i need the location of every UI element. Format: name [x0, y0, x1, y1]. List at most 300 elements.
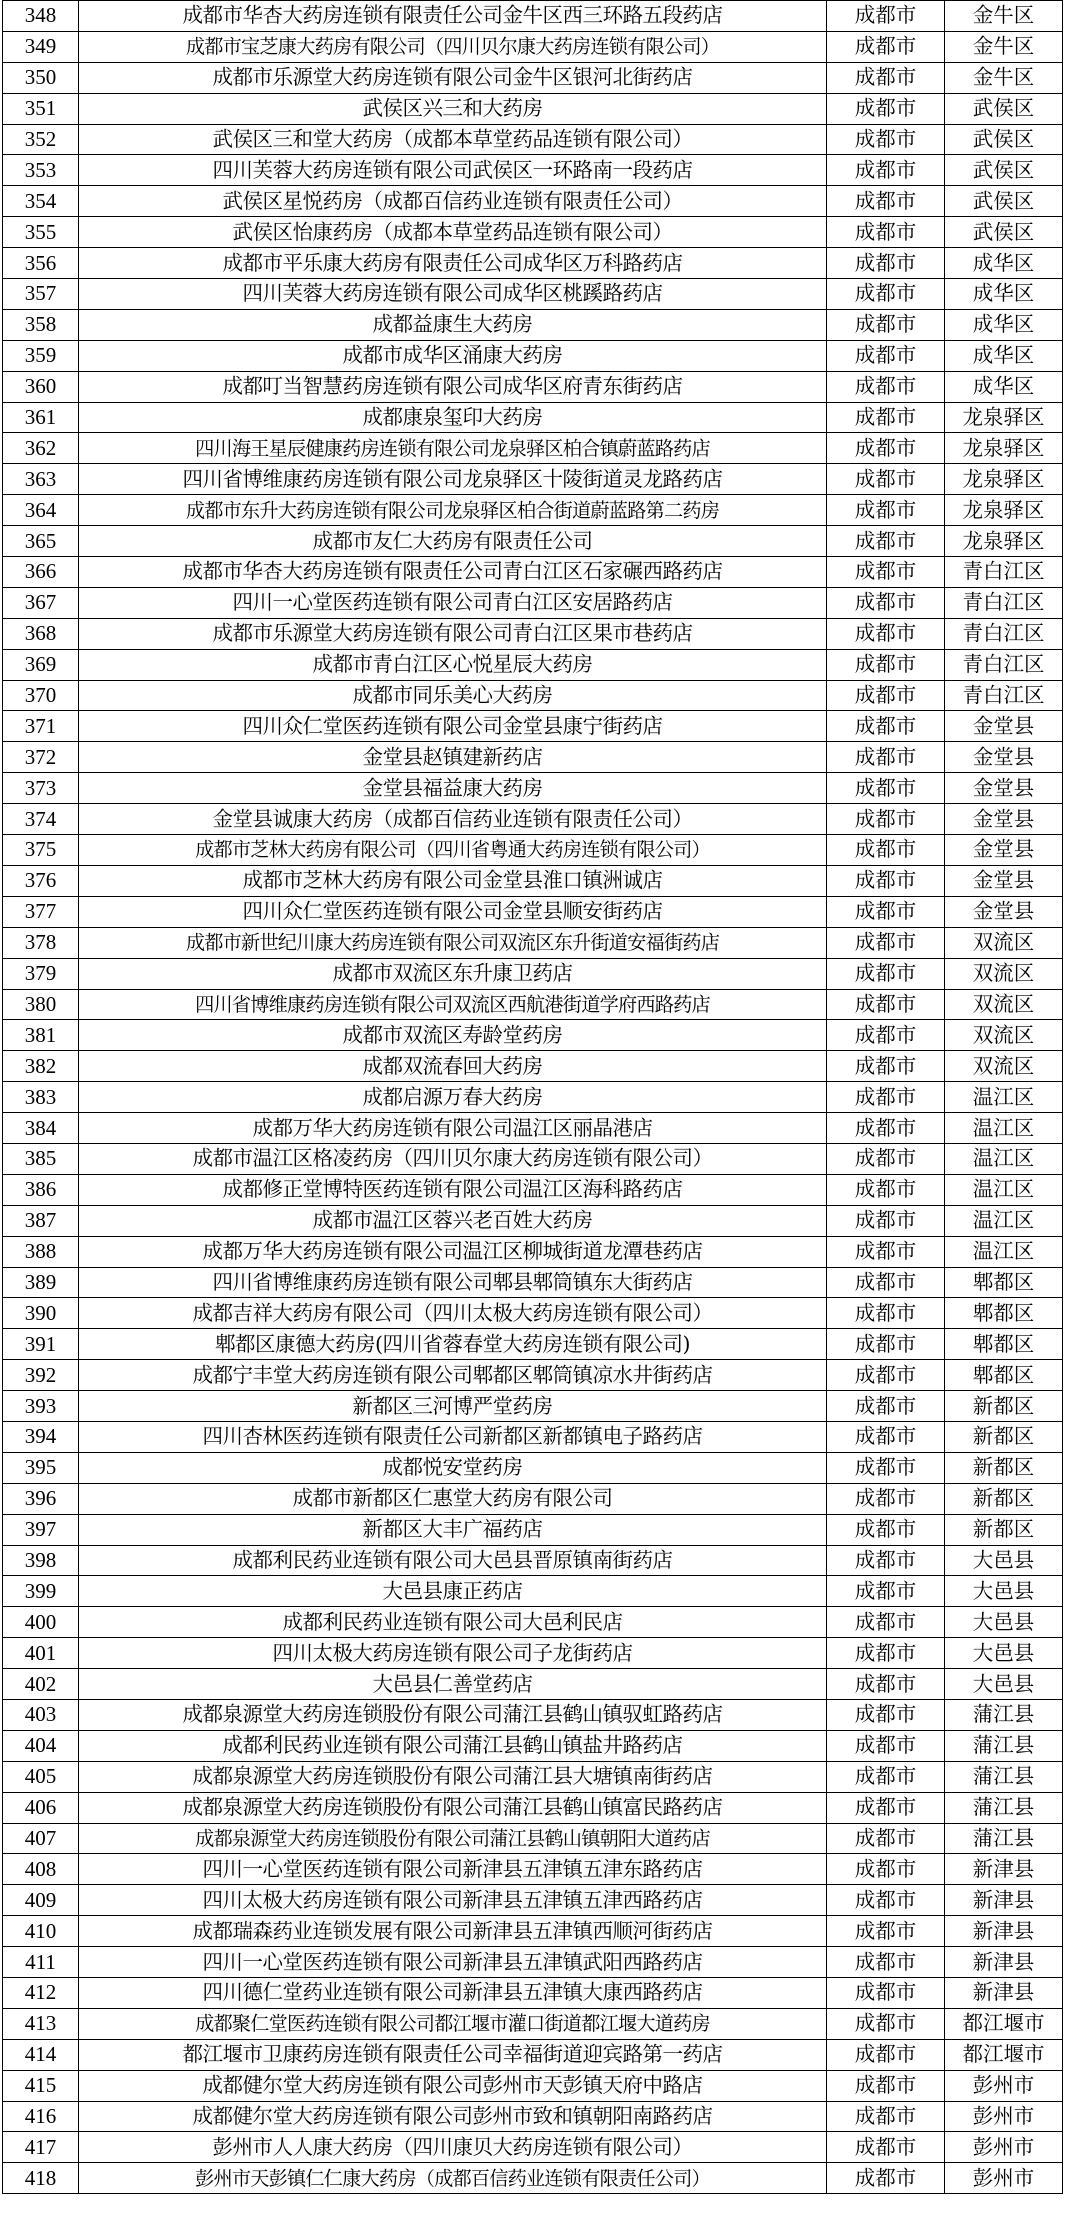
pharmacy-name: 成都市温江区格凌药房（四川贝尔康大药房连锁有限公司）	[79, 1143, 827, 1174]
district-cell: 蒲江县	[945, 1823, 1063, 1854]
table-row	[3, 804, 1063, 835]
pharmacy-name: 成都市宝芝康大药房有限公司（四川贝尔康大药房连锁有限公司）	[79, 31, 827, 62]
table-row	[3, 1545, 1063, 1576]
row-index: 397	[3, 1514, 79, 1545]
city-cell: 成都市	[827, 1360, 945, 1391]
table-row	[3, 2163, 1063, 2194]
pharmacy-name: 四川一心堂医药连锁有限公司新津县五津镇五津东路药店	[79, 1854, 827, 1885]
row-index: 409	[3, 1885, 79, 1916]
row-index: 357	[3, 279, 79, 310]
pharmacy-name: 成都双流春回大药房	[79, 1051, 827, 1082]
city-cell: 成都市	[827, 186, 945, 217]
city-cell: 成都市	[827, 495, 945, 526]
row-index: 416	[3, 2101, 79, 2132]
district-cell: 金堂县	[945, 896, 1063, 927]
table-row	[3, 124, 1063, 155]
pharmacy-name: 成都康泉玺印大药房	[79, 402, 827, 433]
page-bottom-edge	[0, 2200, 1080, 2214]
row-index: 371	[3, 711, 79, 742]
district-cell: 成华区	[945, 248, 1063, 279]
row-index: 376	[3, 865, 79, 896]
district-cell: 蒲江县	[945, 1699, 1063, 1730]
row-index: 389	[3, 1267, 79, 1298]
pharmacy-name: 成都健尔堂大药房连锁有限公司彭州市致和镇朝阳南路药店	[79, 2101, 827, 2132]
table-row	[3, 1730, 1063, 1761]
table-row	[3, 433, 1063, 464]
pharmacy-name: 成都市华杏大药房连锁有限责任公司金牛区西三环路五段药店	[79, 1, 827, 32]
pharmacy-name: 成都利民药业连锁有限公司蒲江县鹤山镇盐井路药店	[79, 1730, 827, 1761]
district-cell: 蒲江县	[945, 1792, 1063, 1823]
table-row	[3, 1020, 1063, 1051]
city-cell: 成都市	[827, 1051, 945, 1082]
district-cell: 成华区	[945, 340, 1063, 371]
city-cell: 成都市	[827, 1730, 945, 1761]
pharmacy-name: 成都泉源堂大药房连锁股份有限公司蒲江县鹤山镇富民路药店	[79, 1792, 827, 1823]
row-index: 382	[3, 1051, 79, 1082]
pharmacy-name: 成都启源万春大药房	[79, 1082, 827, 1113]
row-index: 406	[3, 1792, 79, 1823]
city-cell: 成都市	[827, 371, 945, 402]
table-row	[3, 1699, 1063, 1730]
pharmacy-name: 成都瑞森药业连锁发展有限公司新津县五津镇西顺河街药店	[79, 1916, 827, 1947]
row-index: 402	[3, 1669, 79, 1700]
city-cell: 成都市	[827, 557, 945, 588]
city-cell: 成都市	[827, 1113, 945, 1144]
table-row	[3, 557, 1063, 588]
table-row	[3, 1792, 1063, 1823]
city-cell: 成都市	[827, 1916, 945, 1947]
city-cell: 成都市	[827, 1143, 945, 1174]
table-row	[3, 2070, 1063, 2101]
district-cell: 新都区	[945, 1421, 1063, 1452]
district-cell: 金牛区	[945, 31, 1063, 62]
table-row	[3, 31, 1063, 62]
row-index: 418	[3, 2163, 79, 2194]
city-cell: 成都市	[827, 649, 945, 680]
city-cell: 成都市	[827, 1020, 945, 1051]
pharmacy-name: 彭州市人人康大药房（四川康贝大药房连锁有限公司）	[79, 2132, 827, 2163]
city-cell: 成都市	[827, 1514, 945, 1545]
table-row	[3, 1885, 1063, 1916]
district-cell: 青白江区	[945, 649, 1063, 680]
pharmacy-name: 成都吉祥大药房有限公司（四川太极大药房连锁有限公司）	[79, 1298, 827, 1329]
city-cell: 成都市	[827, 1761, 945, 1792]
city-cell: 成都市	[827, 2070, 945, 2101]
pharmacy-name: 四川省博维康药房连锁有限公司双流区西航港街道学府西路药店	[79, 989, 827, 1020]
district-cell: 金堂县	[945, 835, 1063, 866]
pharmacy-name: 成都叮当智慧药房连锁有限公司成华区府青东街药店	[79, 371, 827, 402]
row-index: 367	[3, 587, 79, 618]
city-cell: 成都市	[827, 2039, 945, 2070]
city-cell: 成都市	[827, 1545, 945, 1576]
city-cell: 成都市	[827, 402, 945, 433]
row-index: 385	[3, 1143, 79, 1174]
city-cell: 成都市	[827, 1205, 945, 1236]
table-row	[3, 1638, 1063, 1669]
table-row	[3, 1452, 1063, 1483]
city-cell: 成都市	[827, 1298, 945, 1329]
table-row	[3, 618, 1063, 649]
table-row	[3, 1916, 1063, 1947]
city-cell: 成都市	[827, 711, 945, 742]
table-row	[3, 1483, 1063, 1514]
district-cell: 温江区	[945, 1082, 1063, 1113]
table-row	[3, 1576, 1063, 1607]
row-index: 394	[3, 1421, 79, 1452]
row-index: 399	[3, 1576, 79, 1607]
city-cell: 成都市	[827, 1792, 945, 1823]
table-row	[3, 526, 1063, 557]
district-cell: 新津县	[945, 1978, 1063, 2009]
city-cell: 成都市	[827, 2008, 945, 2039]
table-row	[3, 1854, 1063, 1885]
table-row	[3, 1236, 1063, 1267]
pharmacy-name: 成都市华杏大药房连锁有限责任公司青白江区石家碾西路药店	[79, 557, 827, 588]
district-cell: 新津县	[945, 1885, 1063, 1916]
table-row	[3, 1421, 1063, 1452]
table-row	[3, 1267, 1063, 1298]
row-index: 417	[3, 2132, 79, 2163]
city-cell: 成都市	[827, 1391, 945, 1422]
row-index: 383	[3, 1082, 79, 1113]
row-index: 378	[3, 927, 79, 958]
city-cell: 成都市	[827, 309, 945, 340]
table-row	[3, 1947, 1063, 1978]
row-index: 405	[3, 1761, 79, 1792]
table-row	[3, 1113, 1063, 1144]
row-index: 415	[3, 2070, 79, 2101]
pharmacy-name: 新都区大丰广福药店	[79, 1514, 827, 1545]
city-cell: 成都市	[827, 464, 945, 495]
table-row	[3, 93, 1063, 124]
pharmacy-name: 四川太极大药房连锁有限公司子龙街药店	[79, 1638, 827, 1669]
table-row	[3, 835, 1063, 866]
row-index: 408	[3, 1854, 79, 1885]
pharmacy-name: 四川海王星辰健康药房连锁有限公司龙泉驿区柏合镇蔚蓝路药店	[79, 433, 827, 464]
city-cell: 成都市	[827, 2132, 945, 2163]
row-index: 407	[3, 1823, 79, 1854]
pharmacy-name: 成都市成华区涌康大药房	[79, 340, 827, 371]
pharmacy-name: 都江堰市卫康药房连锁有限责任公司幸福街道迎宾路第一药店	[79, 2039, 827, 2070]
pharmacy-table	[2, 0, 1063, 2194]
row-index: 362	[3, 433, 79, 464]
table-row	[3, 2101, 1063, 2132]
pharmacy-name: 成都利民药业连锁有限公司大邑利民店	[79, 1607, 827, 1638]
table-row	[3, 587, 1063, 618]
pharmacy-name: 成都万华大药房连锁有限公司温江区丽晶港店	[79, 1113, 827, 1144]
city-cell: 成都市	[827, 742, 945, 773]
district-cell: 蒲江县	[945, 1730, 1063, 1761]
city-cell: 成都市	[827, 804, 945, 835]
city-cell: 成都市	[827, 1, 945, 32]
pharmacy-name: 成都市双流区寿龄堂药房	[79, 1020, 827, 1051]
pharmacy-name: 成都泉源堂大药房连锁股份有限公司蒲江县鹤山镇朝阳大道药店	[79, 1823, 827, 1854]
pharmacy-name: 四川一心堂医药连锁有限公司青白江区安居路药店	[79, 587, 827, 618]
city-cell: 成都市	[827, 1978, 945, 2009]
city-cell: 成都市	[827, 31, 945, 62]
pharmacy-name: 成都市芝林大药房有限公司金堂县淮口镇洲诚店	[79, 865, 827, 896]
city-cell: 成都市	[827, 1267, 945, 1298]
pharmacy-name: 金堂县诚康大药房（成都百信药业连锁有限责任公司）	[79, 804, 827, 835]
city-cell: 成都市	[827, 1885, 945, 1916]
district-cell: 双流区	[945, 989, 1063, 1020]
row-index: 375	[3, 835, 79, 866]
row-index: 411	[3, 1947, 79, 1978]
district-cell: 郫都区	[945, 1360, 1063, 1391]
table-row	[3, 958, 1063, 989]
pharmacy-name: 成都聚仁堂医药连锁有限公司都江堰市灌口街道都江堰大道药房	[79, 2008, 827, 2039]
pharmacy-name: 成都市新都区仁惠堂大药房有限公司	[79, 1483, 827, 1514]
row-index: 350	[3, 62, 79, 93]
city-cell: 成都市	[827, 835, 945, 866]
city-cell: 成都市	[827, 773, 945, 804]
table-row	[3, 1329, 1063, 1360]
pharmacy-name: 金堂县赵镇建新药店	[79, 742, 827, 773]
district-cell: 郫都区	[945, 1329, 1063, 1360]
row-index: 370	[3, 680, 79, 711]
pharmacy-name: 武侯区兴三和大药房	[79, 93, 827, 124]
table-row	[3, 2008, 1063, 2039]
table-row	[3, 279, 1063, 310]
table-row	[3, 680, 1063, 711]
city-cell: 成都市	[827, 1421, 945, 1452]
table-row	[3, 186, 1063, 217]
row-index: 351	[3, 93, 79, 124]
pharmacy-name: 成都市同乐美心大药房	[79, 680, 827, 711]
table-row	[3, 1298, 1063, 1329]
district-cell: 都江堰市	[945, 2039, 1063, 2070]
district-cell: 龙泉驿区	[945, 526, 1063, 557]
district-cell: 武侯区	[945, 186, 1063, 217]
district-cell: 青白江区	[945, 557, 1063, 588]
district-cell: 蒲江县	[945, 1761, 1063, 1792]
city-cell: 成都市	[827, 1638, 945, 1669]
district-cell: 龙泉驿区	[945, 495, 1063, 526]
row-index: 384	[3, 1113, 79, 1144]
district-cell: 彭州市	[945, 2070, 1063, 2101]
pharmacy-name: 武侯区星悦药房（成都百信药业连锁有限责任公司）	[79, 186, 827, 217]
district-cell: 龙泉驿区	[945, 433, 1063, 464]
district-cell: 都江堰市	[945, 2008, 1063, 2039]
district-cell: 双流区	[945, 1051, 1063, 1082]
table-row	[3, 248, 1063, 279]
row-index: 377	[3, 896, 79, 927]
district-cell: 彭州市	[945, 2163, 1063, 2194]
district-cell: 青白江区	[945, 680, 1063, 711]
district-cell: 新都区	[945, 1514, 1063, 1545]
district-cell: 龙泉驿区	[945, 402, 1063, 433]
district-cell: 温江区	[945, 1113, 1063, 1144]
pharmacy-name: 成都市芝林大药房有限公司（四川省粤通大药房连锁有限公司）	[79, 835, 827, 866]
row-index: 381	[3, 1020, 79, 1051]
table-row	[3, 2039, 1063, 2070]
table-row	[3, 2132, 1063, 2163]
district-cell: 金牛区	[945, 1, 1063, 32]
city-cell: 成都市	[827, 1947, 945, 1978]
table-row	[3, 649, 1063, 680]
city-cell: 成都市	[827, 618, 945, 649]
city-cell: 成都市	[827, 1329, 945, 1360]
table-row	[3, 62, 1063, 93]
pharmacy-name: 成都益康生大药房	[79, 309, 827, 340]
district-cell: 金堂县	[945, 773, 1063, 804]
district-cell: 大邑县	[945, 1576, 1063, 1607]
district-cell: 新都区	[945, 1391, 1063, 1422]
row-index: 374	[3, 804, 79, 835]
pharmacy-name: 四川众仁堂医药连锁有限公司金堂县康宁街药店	[79, 711, 827, 742]
row-index: 355	[3, 217, 79, 248]
city-cell: 成都市	[827, 217, 945, 248]
city-cell: 成都市	[827, 1452, 945, 1483]
row-index: 386	[3, 1174, 79, 1205]
district-cell: 双流区	[945, 927, 1063, 958]
city-cell: 成都市	[827, 865, 945, 896]
table-body	[3, 1, 1063, 2194]
pharmacy-name: 四川一心堂医药连锁有限公司新津县五津镇武阳西路药店	[79, 1947, 827, 1978]
district-cell: 龙泉驿区	[945, 464, 1063, 495]
district-cell: 新津县	[945, 1916, 1063, 1947]
row-index: 410	[3, 1916, 79, 1947]
table-row	[3, 1205, 1063, 1236]
table-row	[3, 1514, 1063, 1545]
pharmacy-name: 成都泉源堂大药房连锁股份有限公司蒲江县鹤山镇驭虹路药店	[79, 1699, 827, 1730]
table-row	[3, 1051, 1063, 1082]
pharmacy-name: 大邑县康正药店	[79, 1576, 827, 1607]
table-row	[3, 989, 1063, 1020]
row-index: 396	[3, 1483, 79, 1514]
city-cell: 成都市	[827, 279, 945, 310]
district-cell: 金堂县	[945, 742, 1063, 773]
city-cell: 成都市	[827, 927, 945, 958]
row-index: 372	[3, 742, 79, 773]
row-index: 388	[3, 1236, 79, 1267]
pharmacy-name: 成都市东升大药房连锁有限公司龙泉驿区柏合街道蔚蓝路第二药房	[79, 495, 827, 526]
city-cell: 成都市	[827, 124, 945, 155]
pharmacy-name: 成都健尔堂大药房连锁有限公司彭州市天彭镇天府中路店	[79, 2070, 827, 2101]
row-index: 379	[3, 958, 79, 989]
table-row	[3, 865, 1063, 896]
district-cell: 成华区	[945, 309, 1063, 340]
pharmacy-name: 大邑县仁善堂药店	[79, 1669, 827, 1700]
pharmacy-name: 成都市温江区蓉兴老百姓大药房	[79, 1205, 827, 1236]
city-cell: 成都市	[827, 1669, 945, 1700]
pharmacy-name: 成都市双流区东升康卫药店	[79, 958, 827, 989]
row-index: 404	[3, 1730, 79, 1761]
pharmacy-name: 成都市乐源堂大药房连锁有限公司青白江区果市巷药店	[79, 618, 827, 649]
city-cell: 成都市	[827, 1483, 945, 1514]
table-row	[3, 1607, 1063, 1638]
table-row	[3, 742, 1063, 773]
table-row	[3, 1143, 1063, 1174]
city-cell: 成都市	[827, 1174, 945, 1205]
row-index: 364	[3, 495, 79, 526]
row-index: 353	[3, 155, 79, 186]
pharmacy-name: 成都宁丰堂大药房连锁有限公司郫都区郫筒镇凉水井街药店	[79, 1360, 827, 1391]
row-index: 414	[3, 2039, 79, 2070]
row-index: 390	[3, 1298, 79, 1329]
city-cell: 成都市	[827, 1854, 945, 1885]
table-row	[3, 896, 1063, 927]
district-cell: 金牛区	[945, 62, 1063, 93]
pharmacy-name: 成都市平乐康大药房有限责任公司成华区万科路药店	[79, 248, 827, 279]
row-index: 393	[3, 1391, 79, 1422]
district-cell: 温江区	[945, 1174, 1063, 1205]
city-cell: 成都市	[827, 587, 945, 618]
table-row	[3, 1761, 1063, 1792]
row-index: 361	[3, 402, 79, 433]
pharmacy-name: 武侯区怡康药房（成都本草堂药品连锁有限公司）	[79, 217, 827, 248]
row-index: 413	[3, 2008, 79, 2039]
row-index: 369	[3, 649, 79, 680]
pharmacy-name: 四川省博维康药房连锁有限公司郫县郫筒镇东大街药店	[79, 1267, 827, 1298]
city-cell: 成都市	[827, 340, 945, 371]
row-index: 352	[3, 124, 79, 155]
table-row	[3, 1, 1063, 32]
district-cell: 武侯区	[945, 124, 1063, 155]
table-row	[3, 1669, 1063, 1700]
city-cell: 成都市	[827, 2163, 945, 2194]
city-cell: 成都市	[827, 1823, 945, 1854]
table-row	[3, 371, 1063, 402]
table-row	[3, 309, 1063, 340]
table-row	[3, 464, 1063, 495]
district-cell: 大邑县	[945, 1638, 1063, 1669]
pharmacy-name: 成都泉源堂大药房连锁股份有限公司蒲江县大塘镇南街药店	[79, 1761, 827, 1792]
pharmacy-name: 新都区三河博严堂药房	[79, 1391, 827, 1422]
district-cell: 双流区	[945, 958, 1063, 989]
pharmacy-name: 四川芙蓉大药房连锁有限公司武侯区一环路南一段药店	[79, 155, 827, 186]
pharmacy-name: 彭州市天彭镇仁仁康大药房（成都百信药业连锁有限责任公司）	[79, 2163, 827, 2194]
district-cell: 大邑县	[945, 1669, 1063, 1700]
district-cell: 金堂县	[945, 711, 1063, 742]
city-cell: 成都市	[827, 433, 945, 464]
city-cell: 成都市	[827, 2101, 945, 2132]
pharmacy-name: 成都悦安堂药房	[79, 1452, 827, 1483]
city-cell: 成都市	[827, 1699, 945, 1730]
city-cell: 成都市	[827, 248, 945, 279]
table-row	[3, 155, 1063, 186]
pharmacy-name: 四川杏林医药连锁有限责任公司新都区新都镇电子路药店	[79, 1421, 827, 1452]
table-row	[3, 1978, 1063, 2009]
table-row	[3, 1391, 1063, 1422]
pharmacy-name: 成都市青白江区心悦星辰大药房	[79, 649, 827, 680]
row-index: 366	[3, 557, 79, 588]
row-index: 354	[3, 186, 79, 217]
table-row	[3, 711, 1063, 742]
city-cell: 成都市	[827, 958, 945, 989]
district-cell: 武侯区	[945, 217, 1063, 248]
pharmacy-name: 成都修正堂博特医药连锁有限公司温江区海科路药店	[79, 1174, 827, 1205]
pharmacy-name: 成都市友仁大药房有限责任公司	[79, 526, 827, 557]
table-row	[3, 495, 1063, 526]
pharmacy-name: 成都万华大药房连锁有限公司温江区柳城街道龙潭巷药店	[79, 1236, 827, 1267]
district-cell: 金堂县	[945, 865, 1063, 896]
district-cell: 新津县	[945, 1854, 1063, 1885]
row-index: 363	[3, 464, 79, 495]
row-index: 359	[3, 340, 79, 371]
row-index: 403	[3, 1699, 79, 1730]
district-cell: 温江区	[945, 1143, 1063, 1174]
row-index: 348	[3, 1, 79, 32]
district-cell: 武侯区	[945, 155, 1063, 186]
district-cell: 郫都区	[945, 1298, 1063, 1329]
row-index: 373	[3, 773, 79, 804]
row-index: 398	[3, 1545, 79, 1576]
row-index: 401	[3, 1638, 79, 1669]
table-row	[3, 1082, 1063, 1113]
row-index: 412	[3, 1978, 79, 2009]
row-index: 387	[3, 1205, 79, 1236]
